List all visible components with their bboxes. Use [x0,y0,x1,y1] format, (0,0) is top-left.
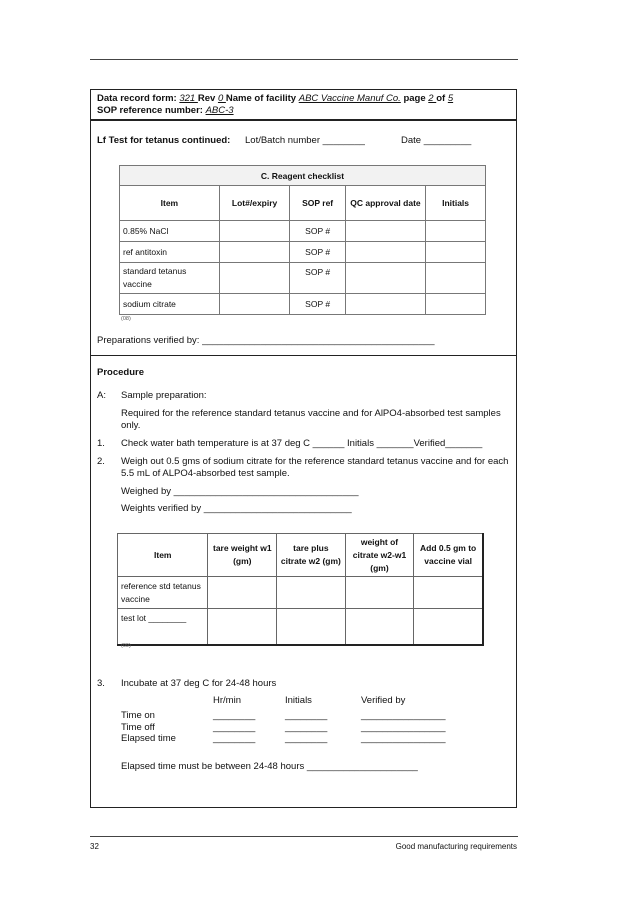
page-total[interactable]: 5 [447,93,454,104]
time-off-label: Time off [121,721,155,733]
tare-cell[interactable] [208,577,277,609]
initials-cell[interactable] [426,221,486,242]
col-verified-by: Verified by [361,695,406,706]
header-tare-weight: tare weight w1 (gm) [208,534,277,577]
step-3-text: Incubate at 37 deg C for 24-48 hours [121,678,277,689]
header-qc-approval: QC approval date [345,186,425,221]
sop-cell: SOP # [290,221,345,242]
table-row [118,609,484,646]
form-header [91,90,516,121]
sop-cell: SOP # [290,294,345,315]
section-divider [91,355,516,356]
table-row [120,294,486,315]
step-a-detail: Required for the reference standard tetanus vaccine and for AlPO4-absorbed test samples only. [121,408,501,431]
initials-blanks [285,710,327,745]
table-row [120,263,486,294]
time-on-hr-field[interactable]: ________ [213,710,256,721]
vial-cell[interactable] [414,609,483,646]
elapsed-verified-field[interactable]: ________________ [361,733,446,744]
lf-test-title: Lf Test for tetanus continued: [97,135,231,146]
form-header-line1: Data record form: 321 Rev 0 Name of facility ABC Vaccine Manuf Co. page 2 of 5 [97,93,454,104]
qc-cell[interactable] [345,221,425,242]
step-a-label: A: [97,390,106,401]
step-1-text[interactable]: Check water bath temperature is at 37 deg C ______ Initials _______Verified_______ [121,438,483,449]
preparations-verified-field[interactable]: Preparations verified by: ____________________________________________ [97,335,435,346]
reagent-item: sodium citrate [120,294,220,315]
page-number[interactable]: 2 [428,93,437,104]
header-add-to-vial: Add 0.5 gm to vaccine vial [414,534,483,577]
step-2-label: 2. [97,456,105,467]
col-initials: Initials [285,695,312,706]
sop-reference[interactable]: ABC-3 [205,105,234,116]
initials-cell[interactable] [426,294,486,315]
reagent-code: (08) [121,316,131,322]
elapsed-time-note[interactable]: Elapsed time must be between 24-48 hours _____________________ [121,761,418,772]
table-row [120,242,486,263]
form-header-line2: SOP reference number: ABC-3 [97,105,234,116]
qc-cell[interactable] [345,242,425,263]
time-on-label: Time on [121,710,155,721]
time-off-initials-field[interactable]: ________ [285,721,328,733]
reagent-item: standard tetanus vaccine [120,263,220,294]
qc-cell[interactable] [345,294,425,315]
lot-cell[interactable] [219,294,290,315]
weights-verified-field[interactable]: Weights verified by ____________________________ [121,503,352,514]
data-record-form [90,89,517,808]
col-hr-min: Hr/min [213,695,241,706]
sop-cell: SOP # [290,242,345,263]
elapsed-time-label: Elapsed time [121,733,176,744]
time-on-initials-field[interactable]: ________ [285,710,328,721]
footer-rule [90,836,518,837]
footer-page-number: 32 [90,842,99,851]
time-labels [121,710,176,745]
step-2-text: Weigh out 0.5 gms of sodium citrate for the reference standard tetanus vaccine and for each 5.5 mL of ALPO4-absorbed test sample. [121,456,509,479]
lot-batch-field[interactable]: Lot/Batch number ________ [245,135,365,146]
elapsed-hr-field[interactable]: ________ [213,733,256,744]
elapsed-initials-field[interactable]: ________ [285,733,328,744]
step-a-text: Sample preparation: [121,390,207,401]
form-number[interactable]: 321 [179,93,198,104]
tare-cell[interactable] [208,609,277,646]
weigh-item: reference std tetanus vaccine [118,577,208,609]
table-row [118,577,484,609]
initials-cell[interactable] [426,242,486,263]
sop-cell: SOP # [290,263,345,294]
header-item: Item [120,186,220,221]
top-rule [90,59,518,60]
lot-cell[interactable] [219,242,290,263]
lot-cell[interactable] [219,221,290,242]
citrate-cell[interactable] [345,609,414,646]
header-item: Item [118,534,208,577]
verified-blanks [361,710,446,745]
citrate-cell[interactable] [345,577,414,609]
header-initials: Initials [426,186,486,221]
header-sop-ref: SOP ref [290,186,345,221]
rev-number[interactable]: 0 [217,93,226,104]
tare-plus-cell[interactable] [277,609,346,646]
facility-name[interactable]: ABC Vaccine Manuf Co. [298,93,401,104]
footer-title: Good manufacturing requirements [395,842,517,851]
procedure-title: Procedure [97,367,144,378]
header-tare-plus-citrate: tare plus citrate w2 (gm) [277,534,346,577]
hr-min-blanks [213,710,255,745]
date-field[interactable]: Date _________ [401,135,472,146]
reagent-item: 0.85% NaCl [120,221,220,242]
weigh-item[interactable]: test lot ________ [118,609,208,646]
vial-cell[interactable] [414,577,483,609]
header-lot-expiry: Lot#/expiry [219,186,290,221]
weigh-code: (09) [121,643,131,649]
reagent-table-title: C. Reagent checklist [120,166,486,186]
reagent-checklist-table [119,165,486,315]
header-weight-citrate: weight of citrate w2-w1 (gm) [345,534,414,577]
lot-cell[interactable] [219,263,290,294]
weighing-table [117,533,484,646]
weighed-by-field[interactable]: Weighed by ___________________________________ [121,486,359,497]
table-row [120,221,486,242]
initials-cell[interactable] [426,263,486,294]
time-off-hr-field[interactable]: ________ [213,721,256,733]
time-on-verified-field[interactable]: ________________ [361,710,446,721]
tare-plus-cell[interactable] [277,577,346,609]
reagent-item: ref antitoxin [120,242,220,263]
step-1-label: 1. [97,438,105,449]
qc-cell[interactable] [345,263,425,294]
step-3-label: 3. [97,678,105,689]
time-off-verified-field[interactable]: ________________ [361,721,446,733]
